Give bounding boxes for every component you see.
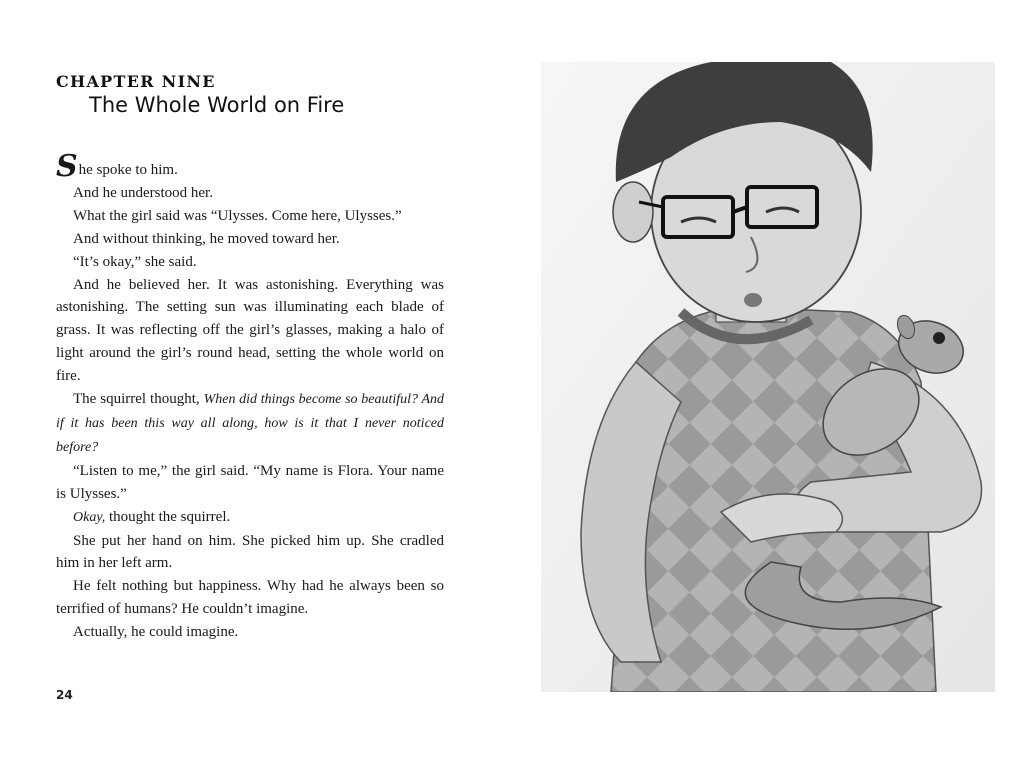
paragraph-9-text: thought the squirrel. (105, 508, 231, 525)
drop-cap: S (56, 149, 78, 184)
paragraph-4: And without thinking, he moved toward her. (73, 230, 340, 247)
paragraph-9 (56, 506, 444, 530)
chapter-title: The Whole World on Fire (89, 93, 345, 117)
paragraph-2: And he understood her. (73, 184, 213, 201)
paragraph-9-thought: Okay, (73, 509, 106, 525)
paragraph-7-thought: When did things become so beautiful? And if it has been this way all along, how is it that I never noticed before? (56, 392, 444, 455)
girl-ear (613, 182, 653, 242)
paragraph-5: “It’s okay,” she said. (73, 253, 197, 270)
page-number: 24 (56, 688, 73, 702)
paragraph-12: Actually, he could imagine. (73, 624, 239, 641)
paragraph-1-text: he spoke to him. (78, 162, 178, 178)
paragraph-7 (56, 388, 444, 460)
paragraph-8: “Listen to me,” the girl said. “My name is Flora. Your name is Ulysses.” (56, 462, 444, 502)
paragraph-10: She put her hand on him. She picked him up. She cradled him in her left arm. (56, 532, 444, 572)
illustration-drawing (541, 62, 995, 692)
paragraph-7-lead: The squirrel thought, (73, 391, 204, 408)
chapter-body (56, 149, 444, 644)
paragraph-3: What the girl said was “Ulysses. Come here, Ulysses.” (73, 207, 402, 224)
chapter-label: CHAPTER NINE (56, 72, 216, 91)
illustration-girl-with-squirrel (541, 62, 995, 692)
girl-mouth (744, 293, 762, 307)
text-page (56, 72, 444, 641)
paragraph-11: He felt nothing but happiness. Why had he always been so terrified of humans? He couldn’t imagine. (56, 578, 444, 618)
squirrel-eye (933, 332, 945, 344)
paragraph-6: And he believed her. It was astonishing. Everything was astonishing. The setting sun was illuminating each blade of grass. It was reflecting off the girl’s glasses, making a halo of light around the girl’s round head, setting the whole world on fire. (56, 276, 444, 385)
paragraph-1 (56, 149, 444, 184)
